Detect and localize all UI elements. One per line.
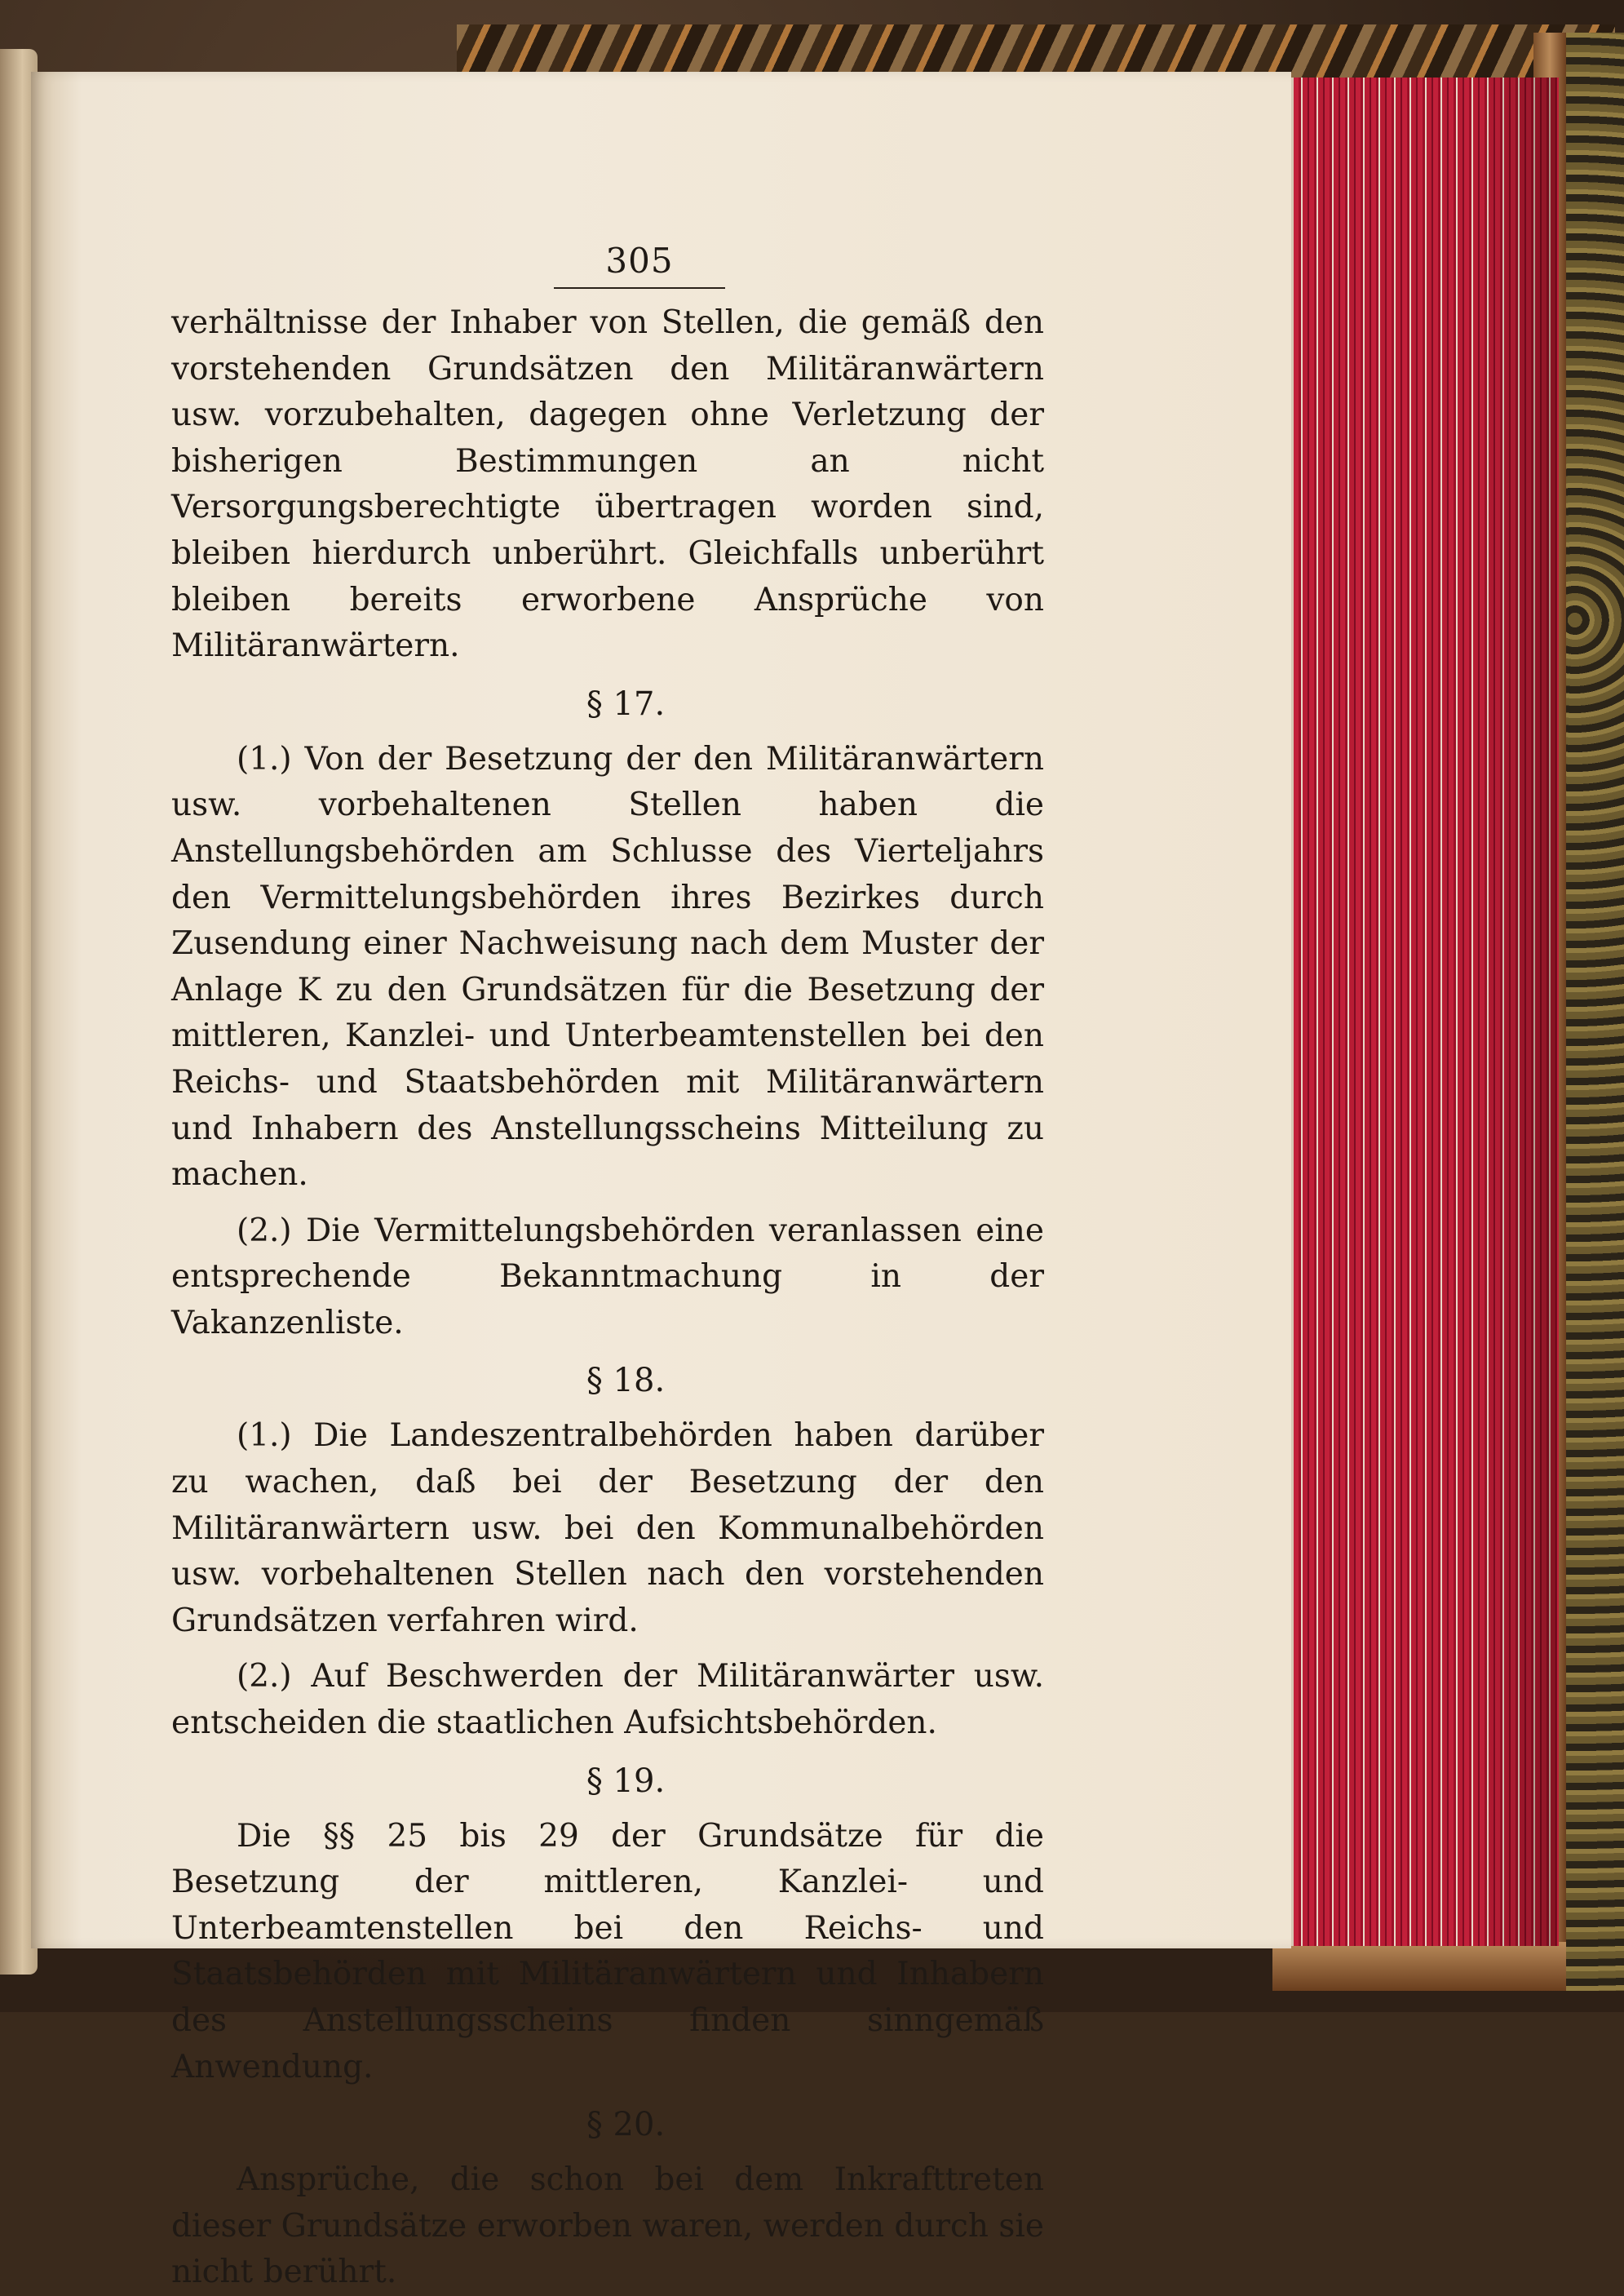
page-number-rule: [554, 287, 725, 289]
section-heading-19: § 19.: [586, 1762, 666, 1800]
section-heading-17: § 17.: [586, 685, 666, 723]
section-heading-20: § 20.: [586, 2106, 666, 2144]
book-page: [31, 72, 1291, 2291]
page-block-shade: [1291, 78, 1556, 1946]
page-text-block: [171, 219, 1044, 2296]
intro-paragraph: verhältnisse der Inhaber von Stellen, die gemäß den vorstehenden Grundsätzen den Militäranwärtern usw. vorzubehalten, dagegen ohne Verletzung der bisherigen Bestimmungen an nicht Versorgungsberechtigte übertragen worden sind, bleiben hierdurch unberührt. Gleichfalls unberührt bleiben bereits erworbene Ansprüche von Militäranwärtern.: [171, 304, 1044, 665]
section-20-paragraph-1: Ansprüche, die schon bei dem Inkrafttreten dieser Grundsätze erworben waren, werden durch sie nicht berührt.: [171, 2161, 1044, 2291]
section-17-paragraph-1: (1.) Von der Besetzung der den Militäranwärtern usw. vorbehaltenen Stellen haben die Anstellungsbehörden am Schlusse des Vierteljahrs den Vermittelungsbehörden ihres Bezirkes durch Zusendung einer Nachweisung nach dem Muster der Anlage K zu den Grundsätzen für die Besetzung der mittleren, Kanzlei- und Unterbeamtenstellen bei den Reichs- und Staatsbehörden mit Militäranwärtern und Inhabern des Anstellungsscheins Mitteilung zu machen.: [171, 740, 1044, 1194]
section-heading-18: § 18.: [586, 1362, 666, 1400]
section-17-paragraph-2: (2.) Die Vermittelungsbehörden veranlassen eine entsprechende Bekanntmachung in der Vakanzenliste.: [171, 1212, 1044, 1341]
section-19-paragraph-1: Die §§ 25 bis 29 der Grundsätze für die Besetzung der mittleren, Kanzlei- und Unterbeamtenstellen bei den Reichs- und Staatsbehörden mit Militäranwärtern und Inhabern des Anstellungsscheins finden sinngemäß Anwendung.: [171, 1817, 1044, 2085]
section-18-paragraph-2: (2.) Auf Beschwerden der Militäranwärter usw. entscheiden die staatlichen Aufsichtsbehörden.: [171, 1658, 1044, 1742]
leather-corner-bottom: [1272, 1942, 1566, 1991]
section-18-paragraph-1: (1.) Die Landeszentralbehörden haben darüber zu wachen, daß bei der Besetzung der den Militäranwärtern usw. bei den Kommunalbehörden usw. vorbehaltenen Stellen nach den vorstehenden Grundsätzen verfahren wird.: [171, 1417, 1044, 1639]
page-number: 305: [605, 241, 674, 281]
